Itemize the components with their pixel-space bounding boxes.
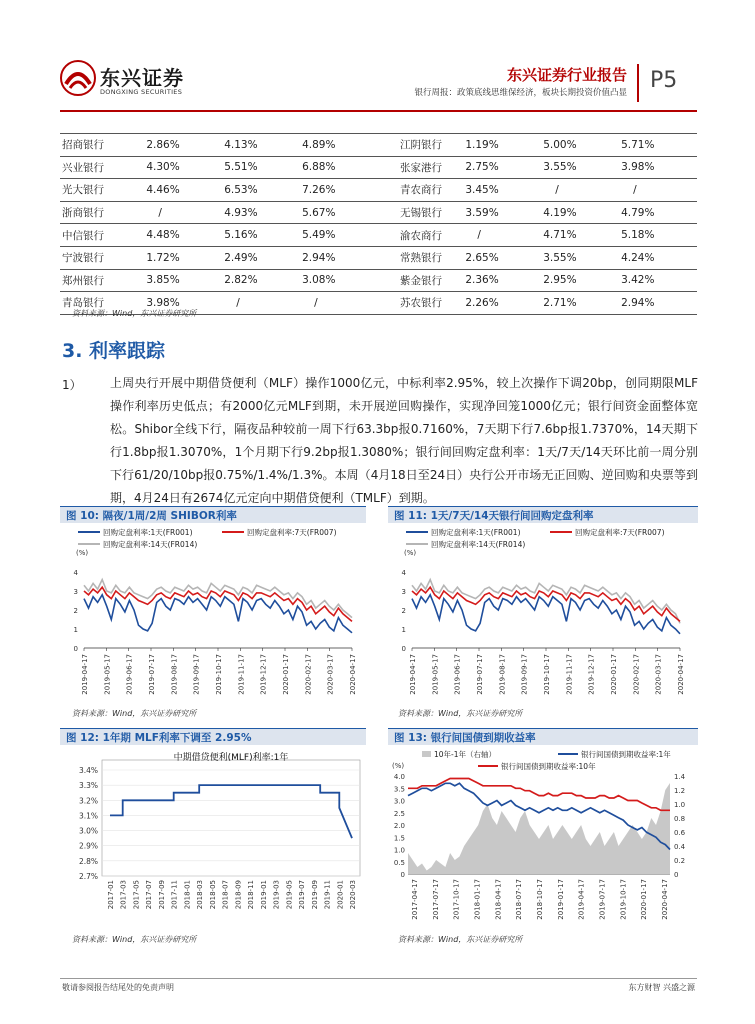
figure-12-title: 图 12: 1年期 MLF利率下调至 2.95%	[66, 732, 252, 744]
x-tick-label: 2020-01	[336, 880, 345, 910]
x-tick-label: 2018-07-17	[515, 879, 524, 920]
x-tick-label: 2019-10-17	[543, 654, 551, 695]
bank-name-cell: 紫金银行	[378, 269, 463, 292]
y-right-tick-label: 1.0	[674, 801, 686, 809]
legend-label: 回购定盘利率:1天(FR001)	[431, 528, 521, 537]
x-tick-label: 2019-05-17	[431, 654, 440, 695]
table-row	[60, 134, 697, 157]
y-tick-label: 2.5	[393, 809, 405, 818]
legend-swatch	[422, 751, 431, 757]
x-tick-label: 2020-03	[349, 880, 357, 910]
x-tick-label: 2018-10-17	[536, 879, 544, 920]
series-line	[110, 785, 352, 838]
y-right-tick-label: 0.8	[674, 815, 686, 823]
footer-disclaimer: 敬请参阅报告结尾处的免责声明	[62, 983, 174, 992]
rate-cell: 5.00%	[541, 134, 619, 157]
x-tick-label: 2019-11-17	[565, 654, 574, 695]
x-tick-label: 2019-11	[323, 880, 332, 910]
x-tick-label: 2019-04-17	[409, 654, 417, 695]
paragraph-text: 上周央行开展中期借贷便利（MLF）操作1000亿元，中标利率2.95%，较上次操作下调20bp，创同期限MLF操作利率历史低点；有2000亿元MLF到期，未开展逆回购操作，实现净回笼1000亿元；银行间资金面整体宽松。Shibor全线下行，隔夜品种较前一周下行63.3bp报0.7160%，7天期下行7.6bp报1.7370%，14天期下行1.8bp报1.3070%，1个月期下行9.2bp报1.3080%；银行间回购定盘利率：1天/7天/14天环比前一周分别下行61/20/10bp报0.75%/1.4%/1.3%。本周（4月18日至24日）央行公开市场无正回购、逆回购和央票等到期，4月24日有2674亿元定向中期借贷便利（TMLF）到期。	[110, 376, 698, 505]
x-tick-label: 2019-06-17	[125, 654, 134, 695]
y-tick-label: 2.9%	[78, 841, 98, 851]
rate-cell: /	[144, 201, 222, 224]
legend-label: 回购定盘利率:7天(FR007)	[575, 528, 665, 537]
rate-cell: 3.55%	[541, 156, 619, 179]
rate-cell: 2.75%	[463, 156, 541, 179]
y-tick-label: 3.2%	[78, 796, 98, 806]
x-tick-label: 2020-03-17	[654, 654, 663, 695]
x-tick-label: 2018-11	[247, 880, 256, 910]
x-tick-label: 2019-09-17	[192, 654, 201, 695]
x-tick-label: 2020-01-17	[640, 879, 649, 920]
x-tick-label: 2020-02-17	[304, 654, 313, 695]
bank-name-cell: 张家港行	[378, 156, 463, 179]
chart-title: 中期借贷便利(MLF)利率:1年	[173, 753, 289, 763]
header-divider	[637, 64, 639, 102]
x-tick-label: 2018-09	[234, 880, 243, 910]
logo-text-cn: 东兴证券	[100, 66, 184, 90]
x-tick-label: 2019-06-17	[453, 654, 462, 695]
rate-cell: 4.46%	[144, 179, 222, 202]
figure-10-title: 图 10: 隔夜/1周/2周 SHIBOR利率	[66, 510, 237, 522]
x-tick-label: 2020-04-17	[661, 879, 669, 920]
x-tick-label: 2019-08-17	[498, 654, 507, 695]
x-tick-label: 2019-10-17	[619, 879, 628, 920]
y-axis-unit: (%)	[392, 762, 405, 770]
rate-cell: /	[222, 292, 300, 315]
y-tick-label: 1.5	[393, 834, 405, 843]
rate-cell: 3.55%	[541, 246, 619, 269]
legend-label: 银行间国债到期收益率:1年	[581, 750, 671, 759]
rate-cell: 5.67%	[300, 201, 378, 224]
x-tick-label: 2019-09-17	[520, 654, 529, 695]
x-tick-label: 2019-03	[272, 880, 281, 910]
rate-cell: 4.13%	[222, 134, 300, 157]
logo	[60, 58, 190, 102]
rate-cell: 2.95%	[541, 269, 619, 292]
rate-cell: 3.42%	[619, 269, 697, 292]
legend-label: 回购定盘利率:14天(FR014)	[103, 540, 198, 549]
rate-cell: 4.79%	[619, 201, 697, 224]
source-note-fig10: 资料来源：Wind，东兴证券研究所	[72, 709, 197, 718]
rate-cell: 4.71%	[541, 224, 619, 247]
rate-cell: 4.89%	[300, 134, 378, 157]
rate-cell: 2.94%	[619, 292, 697, 315]
y-tick-label: 3.0%	[78, 826, 98, 836]
y-tick-label: 0	[401, 645, 406, 653]
bank-name-cell: 渝农商行	[378, 224, 463, 247]
legend-label: 10年-1年（右轴）	[434, 750, 497, 759]
rate-cell: 6.53%	[222, 179, 300, 202]
x-tick-label: 2019-05-17	[103, 654, 112, 695]
rate-cell: 4.48%	[144, 224, 222, 247]
x-tick-label: 2017-01	[107, 880, 115, 910]
bank-name-cell: 浙商银行	[60, 201, 144, 224]
legend-label: 回购定盘利率:1天(FR001)	[103, 528, 193, 537]
bank-name-cell: 青岛银行	[60, 292, 144, 315]
rate-cell: 4.93%	[222, 201, 300, 224]
y-tick-label: 3.5	[393, 785, 405, 794]
bank-name-cell: 中信银行	[60, 224, 144, 247]
x-tick-label: 2019-05	[285, 880, 294, 910]
table-row	[60, 246, 697, 269]
x-tick-label: 2017-11	[170, 880, 179, 910]
rate-cell: 2.65%	[463, 246, 541, 269]
y-right-tick-label: 1.2	[674, 787, 686, 795]
bank-name-cell: 无锡银行	[378, 201, 463, 224]
figure-13-title-bar	[388, 728, 698, 745]
y-tick-label: 2	[73, 607, 78, 615]
legend-label: 回购定盘利率:14天(FR014)	[431, 540, 526, 549]
x-tick-label: 2020-03-17	[326, 654, 335, 695]
x-tick-label: 2018-07	[221, 880, 230, 910]
rate-cell: 2.82%	[222, 269, 300, 292]
rate-cell: 5.49%	[300, 224, 378, 247]
source-note-fig12: 资料来源：Wind，东兴证券研究所	[72, 935, 197, 944]
x-tick-label: 2017-09	[157, 880, 166, 910]
rate-cell: 2.94%	[300, 246, 378, 269]
bank-name-cell: 常熟银行	[378, 246, 463, 269]
logo-text-en: DONGXING SECURITIES	[100, 88, 183, 96]
bank-name-cell: 光大银行	[60, 179, 144, 202]
y-right-tick-label: 1.4	[674, 773, 686, 781]
footer-rule	[60, 978, 697, 979]
table-row	[60, 156, 697, 179]
series-line	[412, 580, 680, 624]
y-tick-label: 1	[401, 626, 406, 634]
x-tick-label: 2017-10-17	[452, 879, 461, 920]
figure-10-title-bar	[60, 506, 366, 523]
rate-cell: 4.24%	[619, 246, 697, 269]
x-tick-label: 2017-07-17	[431, 879, 440, 920]
figure-10-chart	[60, 524, 370, 706]
figure-12-chart	[60, 746, 370, 928]
y-tick-label: 3	[73, 588, 78, 596]
y-axis-unit: (%)	[76, 549, 89, 557]
y-tick-label: 2.0	[393, 822, 405, 830]
legend-label: 回购定盘利率:7天(FR007)	[247, 528, 337, 537]
rate-cell: /	[541, 179, 619, 202]
table-row	[60, 224, 697, 247]
y-axis-unit: (%)	[404, 549, 417, 557]
table-row	[60, 269, 697, 292]
y-right-tick-label: 0.4	[674, 843, 686, 851]
y-tick-label: 3.4%	[78, 766, 98, 775]
y-tick-label: 1.0	[393, 846, 405, 855]
y-tick-label: 4	[73, 569, 78, 577]
y-tick-label: 4.0	[393, 773, 405, 781]
y-tick-label: 4	[401, 569, 406, 577]
figure-13-chart	[388, 746, 698, 928]
y-tick-label: 2.7%	[78, 872, 98, 881]
y-tick-label: 3	[401, 588, 406, 596]
bank-name-cell: 江阴银行	[378, 134, 463, 157]
figure-11-chart	[388, 524, 698, 706]
footer-slogan: 东方财智 兴盛之源	[628, 983, 695, 992]
y-tick-label: 3.0	[393, 797, 405, 806]
page-number: P5	[650, 68, 678, 93]
x-tick-label: 2018-03	[196, 880, 205, 910]
figure-13-title: 图 13: 银行间国债到期收益率	[394, 732, 536, 744]
figure-12-title-bar	[60, 728, 366, 745]
header-rule	[60, 110, 697, 112]
rate-cell: /	[463, 224, 541, 247]
bank-name-cell: 兴业银行	[60, 156, 144, 179]
y-tick-label: 2.8%	[78, 856, 98, 866]
y-right-tick-label: 0.6	[674, 829, 686, 837]
table-row	[60, 179, 697, 202]
plot-frame	[102, 760, 360, 876]
table-row	[60, 201, 697, 224]
rate-cell: 6.88%	[300, 156, 378, 179]
x-tick-label: 2019-01	[259, 880, 268, 910]
source-note-table: 资料来源：Wind，东兴证券研究所	[72, 309, 197, 318]
spread-area	[408, 783, 670, 874]
bank-rate-table	[60, 133, 697, 315]
rate-cell: 4.19%	[541, 201, 619, 224]
x-tick-label: 2018-05	[208, 880, 217, 910]
x-tick-label: 2019-07-17	[148, 654, 156, 695]
x-tick-label: 2018-01-17	[473, 879, 482, 920]
x-tick-label: 2017-03	[119, 880, 128, 910]
x-tick-label: 2019-04-17	[81, 654, 89, 695]
x-tick-label: 2020-04-17	[349, 654, 357, 695]
rate-cell: 2.26%	[463, 292, 541, 315]
y-tick-label: 3.1%	[78, 811, 98, 821]
y-tick-label: 0.5	[393, 858, 405, 867]
legend-label: 银行间国债到期收益率:10年	[501, 762, 596, 771]
section-title: 3. 利率跟踪	[62, 340, 166, 362]
rate-cell: 3.98%	[619, 156, 697, 179]
rate-cell: 1.72%	[144, 246, 222, 269]
rate-cell: 3.85%	[144, 269, 222, 292]
x-tick-label: 2020-02-17	[632, 654, 641, 695]
y-right-tick-label: 0.2	[674, 857, 686, 865]
x-tick-label: 2019-04-17	[577, 879, 586, 920]
y-tick-label: 0	[73, 645, 78, 653]
x-tick-label: 2019-11-17	[237, 654, 246, 695]
rate-cell: 5.51%	[222, 156, 300, 179]
logo-mark-icon	[60, 60, 96, 96]
y-tick-label: 0	[400, 871, 405, 879]
x-tick-label: 2019-09	[310, 880, 319, 910]
rate-cell: 7.26%	[300, 179, 378, 202]
x-tick-label: 2018-01	[183, 880, 192, 910]
x-tick-label: 2019-07-17	[598, 879, 607, 920]
y-tick-label: 2	[401, 607, 406, 615]
rate-cell: 3.98%	[144, 292, 222, 315]
rate-cell: 3.08%	[300, 269, 378, 292]
source-note-fig11: 资料来源：Wind，东兴证券研究所	[398, 709, 523, 718]
x-tick-label: 2019-12-17	[259, 654, 268, 695]
report-title: 东兴证券行业报告	[506, 66, 627, 84]
x-tick-label: 2017-07	[145, 880, 154, 910]
x-tick-label: 2019-08-17	[170, 654, 179, 695]
x-tick-label: 2017-04-17	[411, 879, 419, 920]
rate-cell: 5.71%	[619, 134, 697, 157]
figure-11-title-bar	[388, 506, 698, 523]
y-tick-label: 3.3%	[78, 781, 98, 791]
rate-cell: 2.71%	[541, 292, 619, 315]
rate-cell: 5.18%	[619, 224, 697, 247]
rate-cell: /	[300, 292, 378, 315]
rate-cell: /	[619, 179, 697, 202]
rate-cell: 3.45%	[463, 179, 541, 202]
rate-cell: 2.86%	[144, 134, 222, 157]
x-tick-label: 2019-01-17	[556, 879, 565, 920]
x-tick-label: 2020-01-17	[282, 654, 290, 695]
rate-cell: 1.19%	[463, 134, 541, 157]
x-tick-label: 2020-01-17	[610, 654, 618, 695]
source-note-fig13: 资料来源：Wind，东兴证券研究所	[398, 935, 523, 944]
rate-cell: 3.59%	[463, 201, 541, 224]
x-tick-label: 2018-04-17	[494, 879, 503, 920]
y-right-tick-label: 0	[674, 871, 679, 879]
paragraph-number: 1）	[62, 378, 82, 392]
bank-name-cell: 宁波银行	[60, 246, 144, 269]
rate-cell: 2.49%	[222, 246, 300, 269]
report-subtitle: 银行周报：政策底线思维保经济，板块长期投资价值凸显	[414, 88, 627, 98]
rate-cell: 2.36%	[463, 269, 541, 292]
x-tick-label: 2019-12-17	[587, 654, 596, 695]
rate-cell: 4.30%	[144, 156, 222, 179]
rate-cell: 5.16%	[222, 224, 300, 247]
x-tick-label: 2020-04-17	[677, 654, 685, 695]
y-tick-label: 1	[73, 626, 78, 634]
x-tick-label: 2017-05	[132, 880, 141, 910]
bank-name-cell: 郑州银行	[60, 269, 144, 292]
bank-name-cell: 招商银行	[60, 134, 144, 157]
x-tick-label: 2019-07	[298, 880, 307, 910]
figure-11-title: 图 11: 1天/7天/14天银行间回购定盘利率	[394, 510, 594, 522]
x-tick-label: 2019-07-17	[476, 654, 484, 695]
x-tick-label: 2019-10-17	[215, 654, 223, 695]
bank-name-cell: 苏农银行	[378, 292, 463, 315]
bank-name-cell: 青农商行	[378, 179, 463, 202]
